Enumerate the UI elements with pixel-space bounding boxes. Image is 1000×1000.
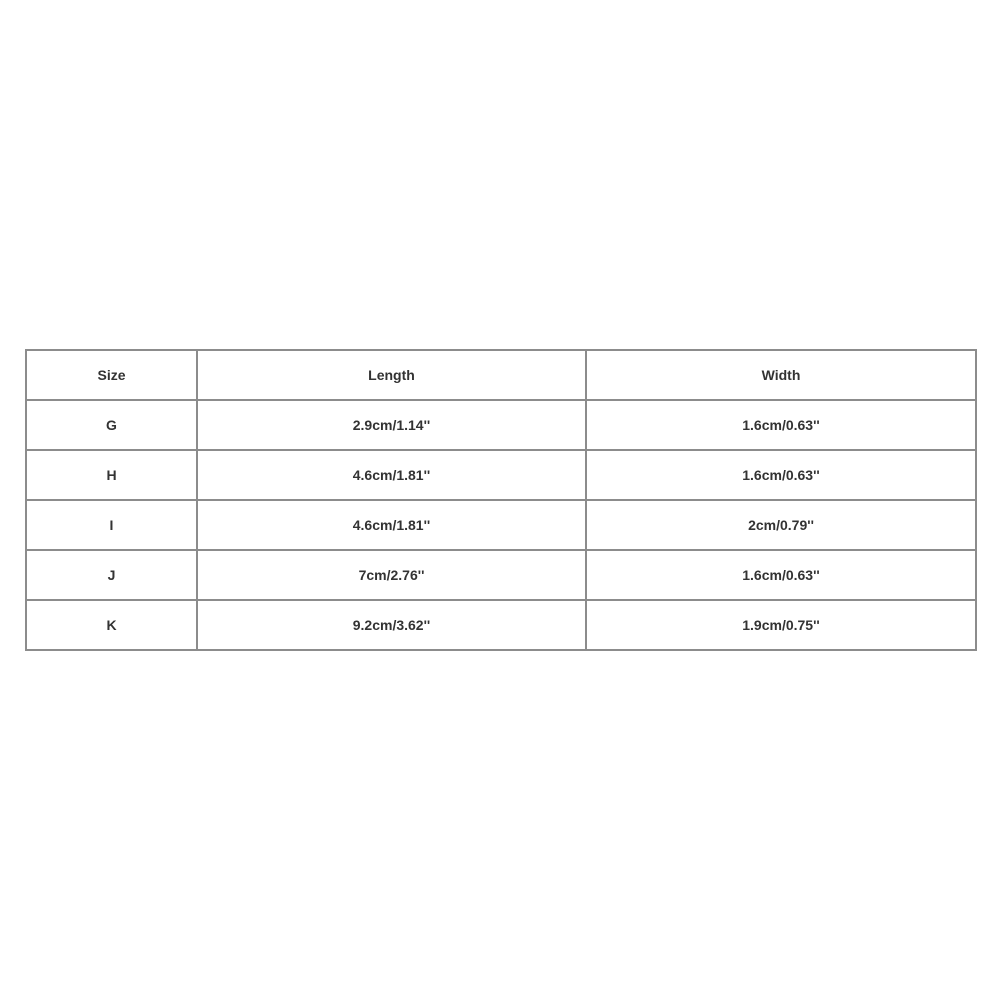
- size-chart-table: [25, 349, 977, 651]
- cell-length: 4.6cm/1.81'': [197, 450, 586, 500]
- cell-size: K: [26, 600, 197, 650]
- table-row: [26, 550, 976, 600]
- cell-size: G: [26, 400, 197, 450]
- table-row: [26, 500, 976, 550]
- cell-size: I: [26, 500, 197, 550]
- cell-size: H: [26, 450, 197, 500]
- table-header-row: [26, 350, 976, 400]
- header-length: Length: [197, 350, 586, 400]
- cell-width: 1.9cm/0.75'': [586, 600, 976, 650]
- cell-width: 2cm/0.79'': [586, 500, 976, 550]
- cell-length: 7cm/2.76'': [197, 550, 586, 600]
- cell-length: 2.9cm/1.14'': [197, 400, 586, 450]
- header-size: Size: [26, 350, 197, 400]
- header-width: Width: [586, 350, 976, 400]
- cell-length: 9.2cm/3.62'': [197, 600, 586, 650]
- cell-width: 1.6cm/0.63'': [586, 400, 976, 450]
- cell-length: 4.6cm/1.81'': [197, 500, 586, 550]
- table-row: [26, 450, 976, 500]
- cell-width: 1.6cm/0.63'': [586, 550, 976, 600]
- cell-width: 1.6cm/0.63'': [586, 450, 976, 500]
- table-row: [26, 400, 976, 450]
- table-row: [26, 600, 976, 650]
- cell-size: J: [26, 550, 197, 600]
